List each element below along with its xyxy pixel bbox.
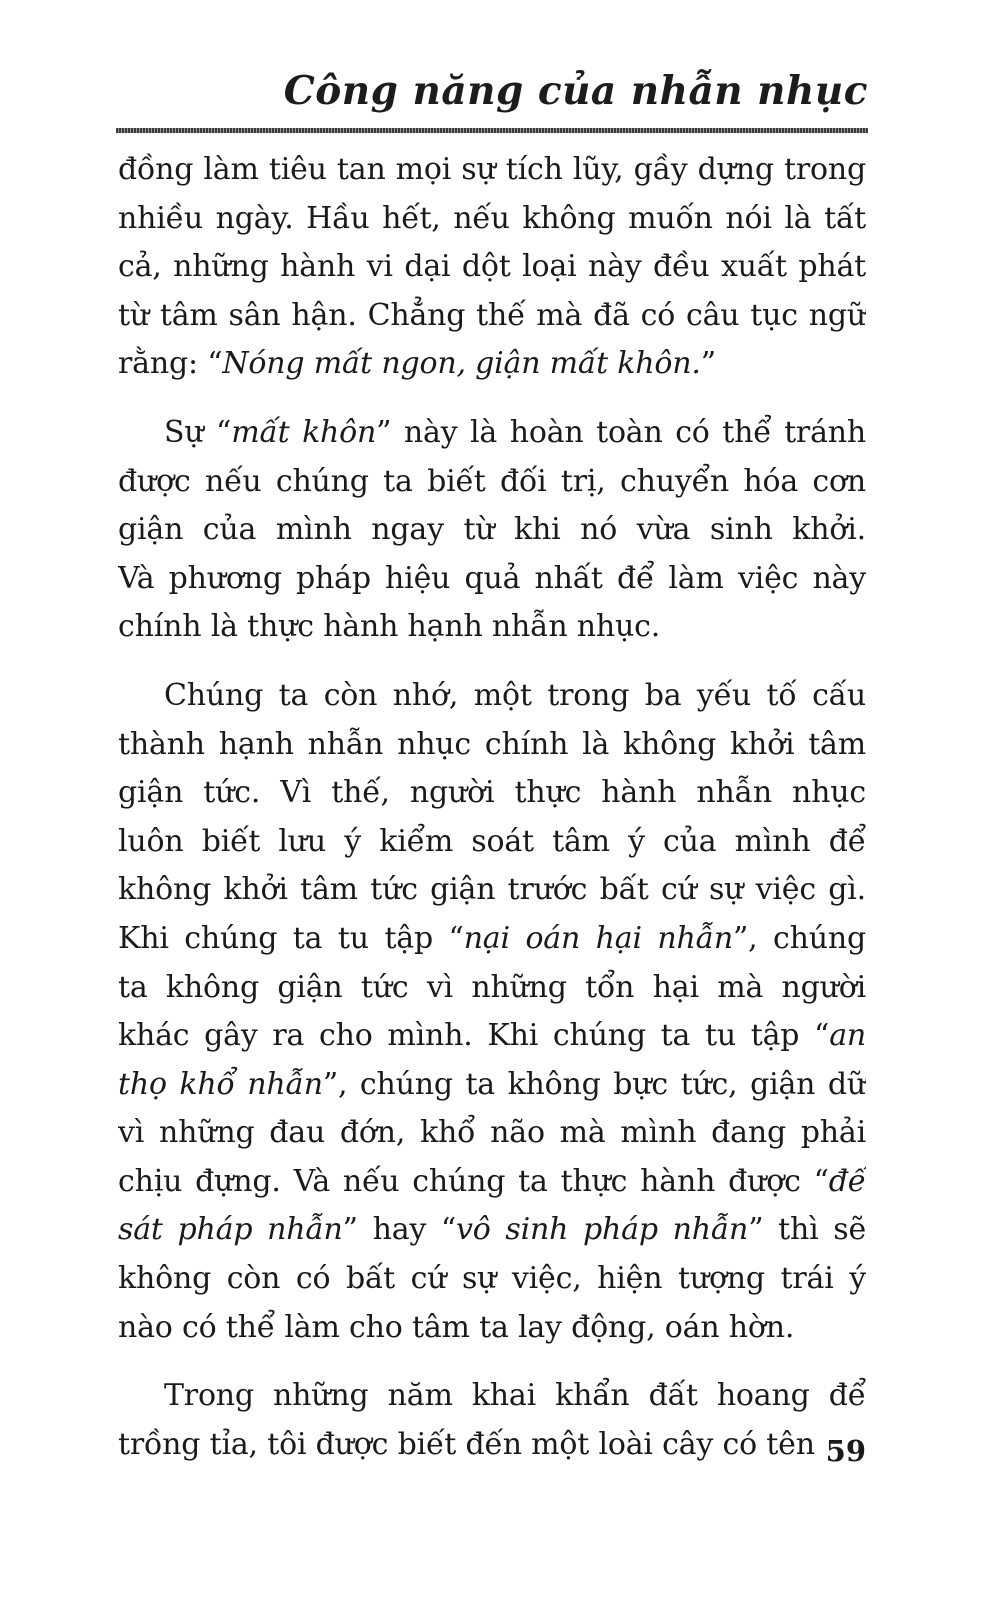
paragraph-gap [118, 1352, 866, 1372]
text-line: Chúng ta còn nhớ, một trong ba yếu tố cấu [164, 677, 866, 713]
paragraph [118, 1372, 866, 1469]
text-line [118, 409, 866, 458]
paragraph [118, 672, 866, 1352]
text-line: nhiều ngày. Hầu hết, nếu không muốn nói là tất [118, 200, 866, 236]
text-line: thành hạnh nhẫn nhục chính là không khởi tâm [118, 726, 866, 762]
text-line [118, 915, 866, 964]
text-line: nào có thể làm cho tâm ta lay động, oán hờn. [118, 1309, 795, 1345]
text-line: Trong những năm khai khẩn đất hoang để [164, 1378, 866, 1414]
running-header-title: Công năng của nhẫn nhục [283, 68, 868, 114]
text-line: luôn biết lưu ý kiểm soát tâm ý của mình để [118, 823, 866, 859]
text-line: cả, những hành vi dại dột loại này đều xuất phát [118, 249, 866, 285]
text-line: không còn có bất cứ sự việc, hiện tượng trái ý [118, 1261, 866, 1297]
paragraph [118, 409, 866, 652]
italic-phrase: thọ khổ nhẫn [118, 1066, 323, 1102]
text-line [118, 1206, 866, 1255]
text-line: không khởi tâm tức giận trước bất cứ sự việc gì. [118, 872, 866, 908]
body-text [118, 146, 866, 1469]
header-rule [116, 128, 868, 133]
text-line: trồng tỉa, tôi được biết đến một loài cây có tên [118, 1426, 815, 1462]
italic-phrase: Nóng mất ngon, giận mất khôn. [222, 346, 701, 382]
italic-phrase: an [829, 1018, 866, 1054]
text-line [118, 1061, 866, 1110]
page-header [116, 62, 868, 130]
text-line [118, 340, 866, 389]
text-run: ” [700, 346, 716, 382]
text-line: được nếu chúng ta biết đối trị, chuyển hóa cơn [118, 463, 866, 499]
text-run: Sự “ [164, 414, 232, 450]
italic-phrase: vô sinh pháp nhẫn [456, 1212, 749, 1248]
italic-phrase: sát pháp nhẫn [118, 1212, 343, 1248]
text-run: ”, chúng [732, 920, 866, 956]
text-run: ” thì sẽ [748, 1212, 866, 1248]
text-line [118, 1158, 866, 1207]
text-line: chính là thực hành hạnh nhẫn nhục. [118, 609, 661, 645]
paragraph-gap [118, 389, 866, 409]
text-line: từ tâm sân hận. Chẳng thế mà đã có câu tục ngữ [118, 297, 866, 333]
text-run: ” hay “ [342, 1212, 457, 1248]
text-line: giận của mình ngay từ khi nó vừa sinh khởi. [118, 512, 866, 548]
paragraph [118, 146, 866, 389]
text-line: vì những đau đớn, khổ não mà mình đang phải [118, 1115, 866, 1151]
text-run: rằng: “ [118, 346, 223, 382]
text-run: Khi chúng ta tu tập “ [118, 920, 464, 956]
text-line: ta không giận tức vì những tổn hại mà người [118, 969, 866, 1005]
italic-phrase: đế [828, 1163, 866, 1199]
page-number: 59 [825, 1434, 866, 1468]
text-line: Và phương pháp hiệu quả nhất để làm việc này [118, 560, 866, 596]
paragraph-gap [118, 652, 866, 672]
italic-phrase: mất khôn [231, 414, 377, 450]
italic-phrase: nại oán hại nhẫn [463, 920, 733, 956]
text-line [118, 1012, 866, 1061]
text-line: giận tức. Vì thế, người thực hành nhẫn nhục [118, 775, 866, 811]
text-line: đồng làm tiêu tan mọi sự tích lũy, gầy dựng trong [118, 152, 866, 187]
text-run: chịu đựng. Và nếu chúng ta thực hành được “ [118, 1163, 829, 1199]
text-run: ”, chúng ta không bực tức, giận dữ [322, 1066, 866, 1102]
text-run: khác gây ra cho mình. Khi chúng ta tu tập “ [118, 1018, 830, 1054]
text-run: ” này là hoàn toàn có thể tránh [376, 414, 866, 450]
